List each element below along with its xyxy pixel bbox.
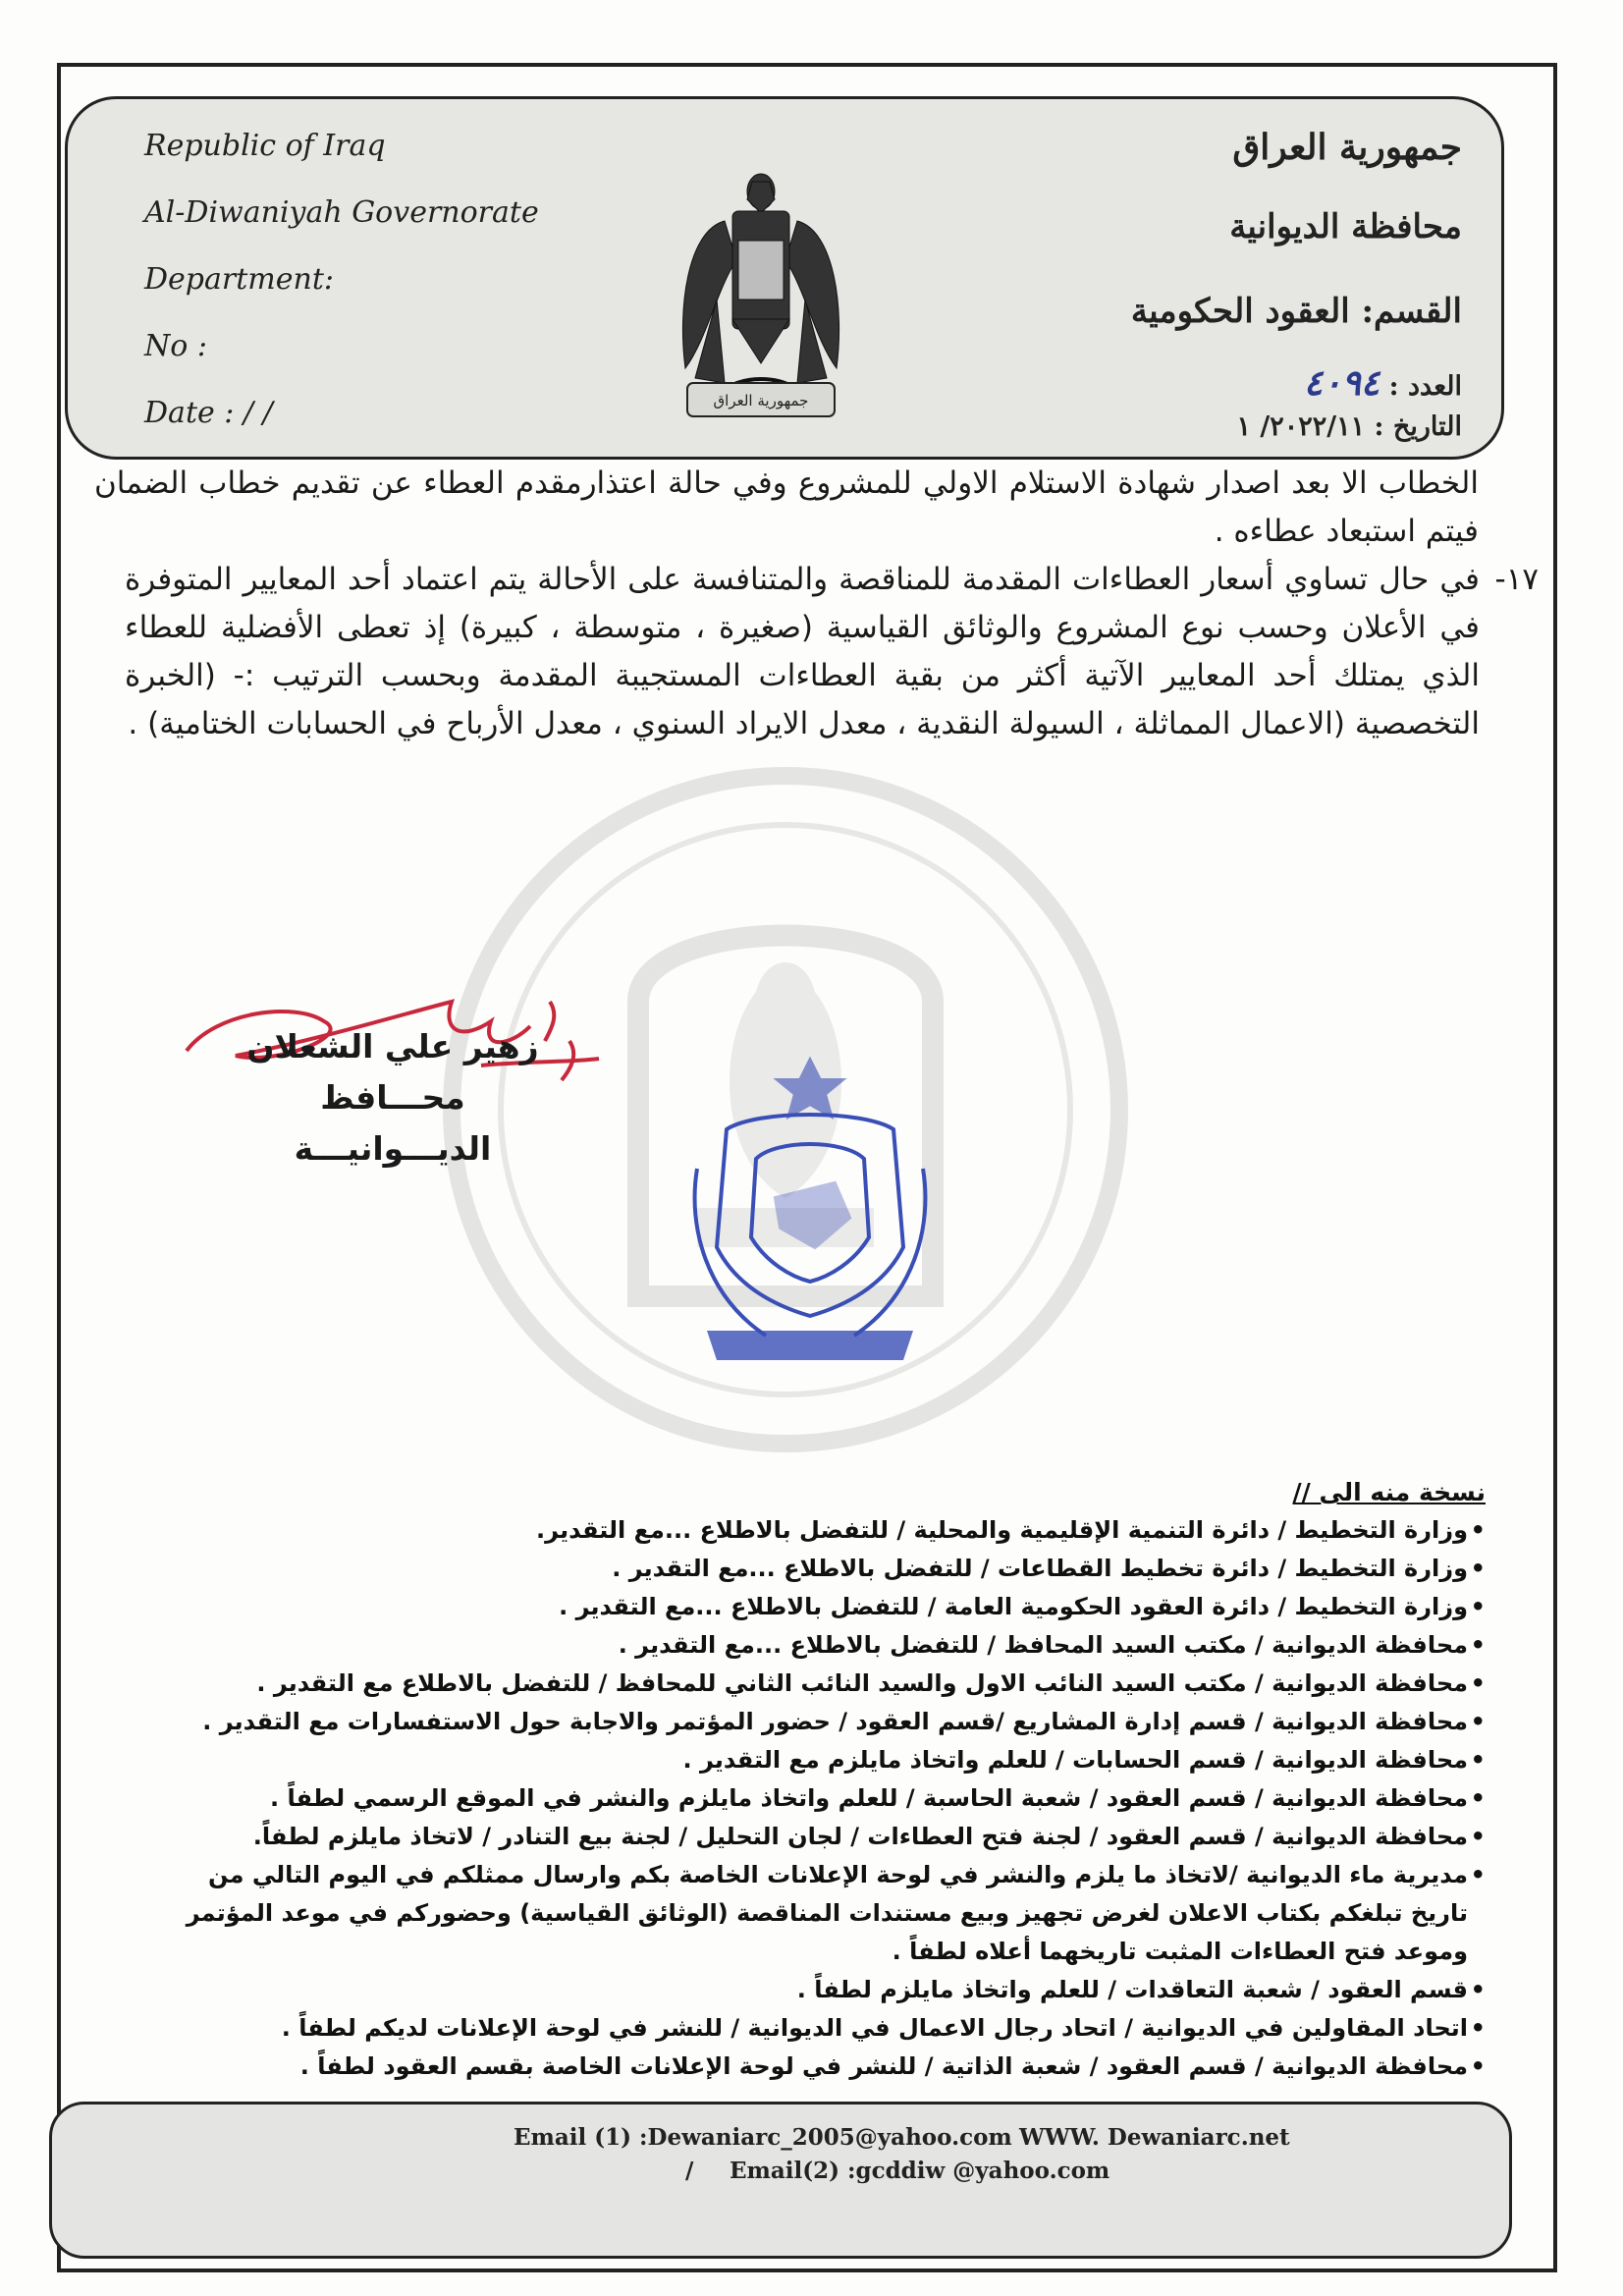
copies-list	[150, 1473, 1486, 2086]
footer-separator: /	[685, 2158, 694, 2184]
official-blue-stamp	[668, 1051, 952, 1375]
header-department-ar: القسم: العقود الحكومية	[1130, 292, 1462, 331]
paragraph-item-17	[125, 556, 1539, 748]
footer-email-2: Email(2) :gcddiw @yahoo.com	[730, 2158, 1110, 2184]
copy-item: • مديرية ماء الديوانية /لاتخاذ ما يلزم والنشر في لوحة الإعلانات الخاصة بكم وارسال ممثلكم في اليوم التالي من تاريخ تبلغكم بكتاب الاعلان لغرض تجهيز وبيع مستندات المناقصة (الوثائق القياسية) وحضوركم في موعد المؤتمر وموعد فتح العطاءات المثبت تاريخهما أعلاه لطفاً .	[150, 1856, 1486, 1971]
copy-item: • محافظة الديوانية / مكتب السيد النائب الاول والسيد النائب الثاني للمحافظ / للتفضل بالاطلاع مع التقدير .	[150, 1665, 1486, 1703]
copy-item: • محافظة الديوانية / مكتب السيد المحافظ / للتفضل بالاطلاع ...مع التقدير .	[150, 1626, 1486, 1665]
copy-item: • محافظة الديوانية / قسم الحسابات / للعلم واتخاذ مايلزم مع التقدير .	[150, 1741, 1486, 1779]
header-date-en: Date : / /	[144, 396, 273, 430]
copy-item: • محافظة الديوانية / قسم العقود / شعبة الحاسبة / للعلم واتخاذ مايلزم والنشر في الموقع الرسمي لطفاً .	[150, 1779, 1486, 1818]
number-value: ٤٠٩٤	[1303, 362, 1380, 404]
paragraph-continuation: الخطاب الا بعد اصدار شهادة الاستلام الاولي للمشروع وفي حالة اعتذارمقدم العطاء عن تقديم خطاب الضمان فيتم استبعاد عطاءه .	[94, 465, 1479, 549]
copy-item: • محافظة الديوانية / قسم العقود / لجنة فتح العطاءات / لجان التحليل / لجنة بيع التنادر / لاتخاذ مايلزم لطفاً.	[150, 1818, 1486, 1856]
copy-item: • وزارة التخطيط / دائرة العقود الحكومية العامة / للتفضل بالاطلاع ...مع التقدير .	[150, 1588, 1486, 1626]
date-value: ٢٠٢٢/١١/ ١	[1236, 411, 1366, 442]
number-label: العدد :	[1388, 371, 1462, 402]
header-governorate-en: Al-Diwaniyah Governorate	[144, 195, 539, 230]
header-number-en: No :	[144, 329, 207, 363]
copy-item: • قسم العقود / شعبة التعاقدات / للعلم واتخاذ مايلزم لطفاً .	[150, 1971, 1486, 2009]
copy-item: • محافظة الديوانية / قسم العقود / شعبة الذاتية / للنشر في لوحة الإعلانات الخاصة بقسم العقود لطفاً .	[150, 2048, 1486, 2086]
iraq-eagle-emblem	[668, 152, 854, 422]
header-number-ar	[1304, 362, 1462, 404]
copy-item: • محافظة الديوانية / قسم إدارة المشاريع /قسم العقود / حضور المؤتمر والاجابة حول الاستفسارات مع التقدير .	[150, 1703, 1486, 1741]
copy-item: • وزارة التخطيط / دائرة تخطيط القطاعات / للتفضل بالاطلاع ...مع التقدير .	[150, 1550, 1486, 1588]
copies-title: نسخة منه الى //	[1292, 1478, 1486, 1506]
item-17-text: في حال تساوي أسعار العطاءات المقدمة للمناقصة والمتنافسة على الأحالة يتم اعتماد أحد المعايير المتوفرة في الأعلان وحسب نوع المشروع والوثائق القياسية (صغيرة ، متوسطة ، كبيرة) إذ تعطى الأفضلية للعطاء الذي يمتلك أحد المعايير الآتية أكثر من بقية العطاءات المستجيبة المقدمة وبحسب الترتيب :- (الخبرة التخصصية (الاعمال المماثلة ، السيولة النقدية ، معدل الايراد السنوي ، معدل الأرباح في الحسابات الختامية) .	[125, 562, 1480, 741]
copy-item: • وزارة التخطيط / دائرة التنمية الإقليمية والمحلية / للتفضل بالاطلاع ...مع التقدير.	[150, 1511, 1486, 1550]
header-date-ar	[1236, 411, 1462, 442]
header-country-ar: جمهورية العراق	[1232, 127, 1462, 168]
emblem-caption: جمهورية العراق	[713, 392, 809, 410]
letter-footer	[49, 2102, 1512, 2259]
signatory-title: محـــافظ الديـــوانيـــة	[294, 1078, 492, 1168]
header-country-en: Republic of Iraq	[144, 129, 386, 163]
copy-item: • اتحاد المقاولين في الديوانية / اتحاد رجال الاعمال في الديوانية / للنشر في لوحة الإعلانات لديكم لطفاً .	[150, 2009, 1486, 2048]
item-number: ١٧-	[1494, 562, 1539, 597]
footer-email-1: Email (1) :Dewaniarc_2005@yahoo.com	[514, 2124, 1012, 2151]
footer-website: WWW. Dewaniarc.net	[1019, 2124, 1290, 2151]
date-label: التاريخ :	[1374, 411, 1462, 442]
header-department-en: Department:	[144, 262, 334, 297]
signatory-block	[226, 1021, 560, 1175]
header-governorate-ar: محافظة الديوانية	[1229, 207, 1462, 246]
signatory-name: زهير علي الشعلان	[246, 1027, 539, 1066]
